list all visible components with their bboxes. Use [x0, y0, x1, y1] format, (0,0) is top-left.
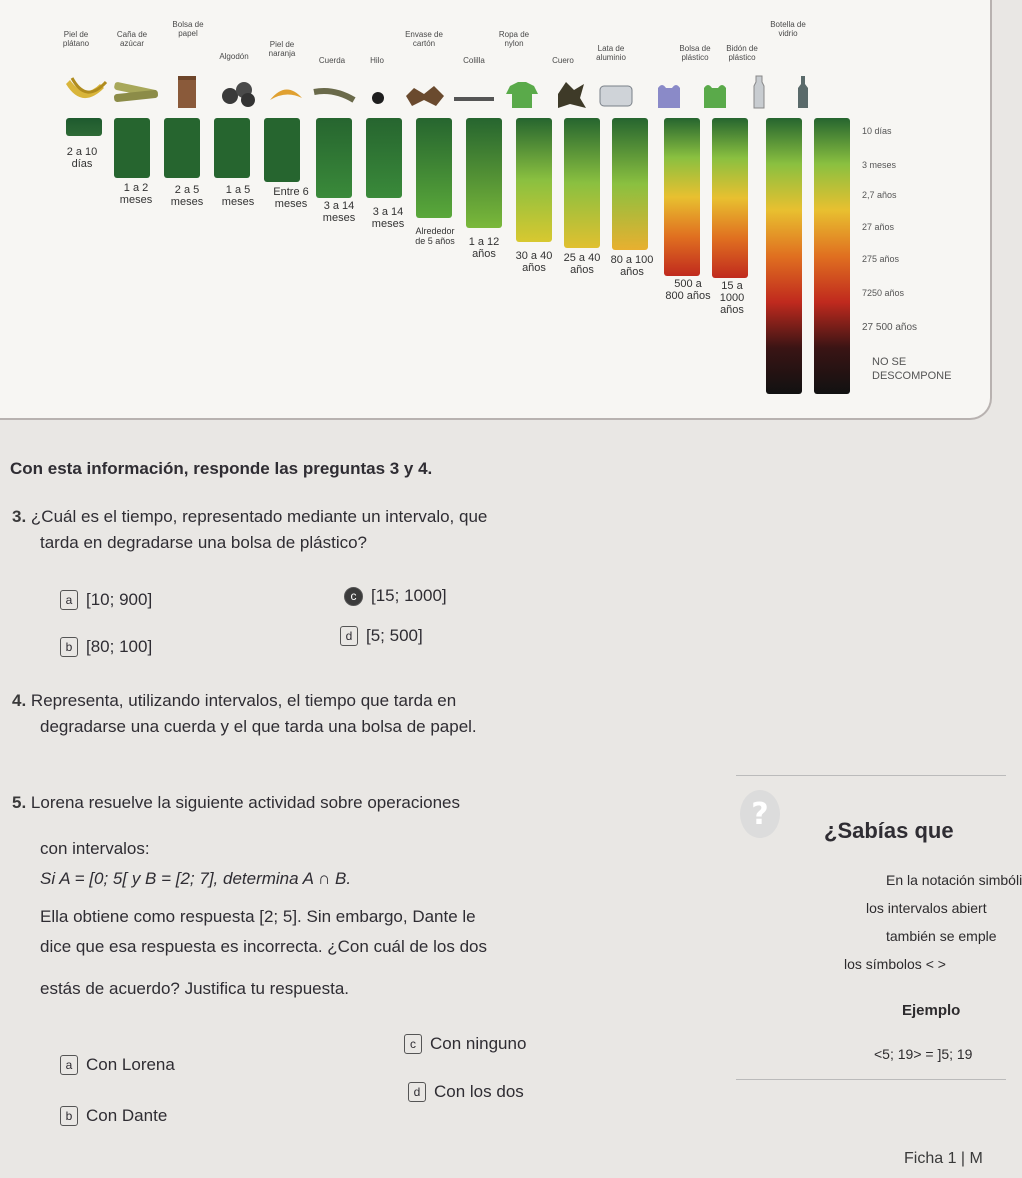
- scale-2-7-anos: 2,7 años: [862, 190, 897, 200]
- rope-icon: [312, 86, 356, 106]
- q5-option-a-box: a: [60, 1055, 78, 1075]
- label-piel-naranja: Piel de naranja: [268, 40, 296, 58]
- sabias-line1: En la notación simbóli: [886, 872, 1022, 888]
- scale-10-dias: 10 días: [862, 126, 892, 136]
- q5-option-b-text: Con Dante: [86, 1106, 168, 1125]
- scale-descompone: DESCOMPONE: [872, 370, 952, 382]
- scale-7250-anos: 7250 años: [862, 288, 905, 298]
- time-hilo: 3 a 14 meses: [371, 206, 405, 230]
- bar-cana-azucar: [114, 118, 150, 178]
- q5-line3: Si A = [0; 5[ y B = [2; 7], determina A ∩ B.: [40, 869, 352, 888]
- time-envase-carton: Alrededor de 5 años: [415, 226, 455, 246]
- time-bolsa-plastico: 500 a 800 años: [665, 278, 711, 302]
- label-bolsa-plastico: Bolsa de plástico: [679, 44, 711, 62]
- q3-number: 3.: [12, 507, 27, 526]
- q5-option-b-box: b: [60, 1106, 78, 1126]
- q3-option-a-box: a: [60, 590, 78, 610]
- time-colilla: 1 a 12 años: [468, 236, 500, 260]
- sabias-ejemplo: Ejemplo: [902, 1002, 961, 1019]
- bar-bolsa-plastico: [664, 118, 700, 276]
- scale-27-anos: 27 años: [862, 222, 895, 232]
- q5-option-d[interactable]: [408, 1082, 524, 1102]
- bar-colilla: [466, 118, 502, 228]
- label-cuerda: Cuerda: [318, 56, 346, 65]
- q4-line1: 4. Representa, utilizando intervalos, el tiempo que tarda en: [12, 691, 457, 710]
- sabias-que-box: [736, 775, 1022, 1080]
- sabias-formula: <5; 19> = ]5; 19: [874, 1046, 973, 1062]
- time-piel-platano: 2 a 10 días: [66, 146, 98, 170]
- label-piel-platano: Piel de plátano: [62, 30, 90, 48]
- time-bidon-plastico: 15 a 1000 años: [719, 280, 745, 316]
- sabias-line3: también se emple: [886, 928, 997, 944]
- label-botella-vidrio: Botella de vidrio: [770, 20, 806, 38]
- sabias-title: ¿Sabías que: [824, 818, 954, 843]
- q5-option-c[interactable]: [404, 1034, 526, 1054]
- time-cuerda: 3 a 14 meses: [322, 200, 356, 224]
- cigarette-butt-icon: [452, 94, 496, 104]
- q3-option-c[interactable]: [344, 586, 447, 606]
- q4-number: 4.: [12, 691, 27, 710]
- q3-option-d[interactable]: [340, 626, 423, 646]
- label-cuero: Cuero: [552, 56, 574, 65]
- q4-line2: degradarse una cuerda y el que tarda una bolsa de papel.: [40, 717, 477, 736]
- q3-option-a-text: [10; 900]: [86, 590, 153, 609]
- q5-option-c-box: c: [404, 1034, 422, 1054]
- bar-vidrio-a: [766, 118, 802, 394]
- bar-ropa-nylon: [516, 118, 552, 242]
- q5-option-c-text: Con ninguno: [430, 1034, 527, 1053]
- q3-option-d-text: [5; 500]: [366, 626, 423, 645]
- label-hilo: Hilo: [370, 56, 384, 65]
- label-lata-aluminio: Lata de aluminio: [596, 44, 626, 62]
- scale-27500-anos: 27 500 años: [862, 322, 918, 333]
- q3-option-b[interactable]: [60, 637, 152, 657]
- q5-line5: dice que esa respuesta es incorrecta. ¿Con cuál de los dos: [40, 937, 487, 956]
- q3-option-c-text: [15; 1000]: [371, 586, 447, 605]
- plastic-bottle-icon: [752, 74, 766, 110]
- banana-peel-icon: [62, 74, 108, 108]
- q5-line2: con intervalos:: [40, 839, 150, 858]
- q5-line6: estás de acuerdo? Justifica tu respuesta.: [40, 979, 350, 998]
- time-lata-aluminio: 80 a 100 años: [610, 254, 654, 278]
- label-bidon-plastico: Bidón de plástico: [726, 44, 758, 62]
- paper-bag-icon: [176, 74, 198, 110]
- degradation-infographic: [0, 0, 992, 420]
- bar-bidon-plastico: [712, 118, 748, 278]
- sabias-line4: los símbolos < >: [844, 956, 946, 972]
- bar-lata-aluminio: [612, 118, 648, 250]
- q5-option-a-text: Con Lorena: [86, 1055, 175, 1074]
- leather-icon: [554, 80, 588, 110]
- q5-option-b[interactable]: [60, 1106, 167, 1126]
- bar-hilo: [366, 118, 402, 198]
- q5-line1: 5. Lorena resuelve la siguiente actividad sobre operaciones: [12, 793, 460, 812]
- footer-ficha: Ficha 1 | M: [904, 1150, 983, 1167]
- time-cuero: 25 a 40 años: [563, 252, 601, 276]
- label-cana-azucar: Caña de azúcar: [116, 30, 148, 48]
- label-bolsa-papel: Bolsa de papel: [172, 20, 204, 38]
- bar-bolsa-papel: [164, 118, 200, 178]
- scale-3-meses: 3 meses: [862, 160, 897, 170]
- bar-piel-naranja: [264, 118, 300, 182]
- q3-option-c-box-selected: c: [344, 587, 363, 606]
- time-cana-azucar: 1 a 2 meses: [119, 182, 153, 206]
- intro-text: Con esta información, responde las preguntas 3 y 4.: [10, 459, 433, 478]
- time-algodon: 1 a 5 meses: [221, 184, 255, 208]
- bar-algodon: [214, 118, 250, 178]
- plastic-bag-green-icon: [700, 80, 730, 110]
- label-ropa-nylon: Ropa de nylon: [498, 30, 530, 48]
- glass-bottle-icon: [796, 74, 810, 110]
- time-ropa-nylon: 30 a 40 años: [515, 250, 553, 274]
- aluminum-can-icon: [598, 84, 634, 108]
- cotton-icon: [220, 80, 260, 108]
- q3-option-a[interactable]: [60, 590, 152, 610]
- sugarcane-icon: [112, 80, 160, 106]
- bar-cuero: [564, 118, 600, 248]
- nylon-shirt-icon: [504, 80, 540, 110]
- carton-icon: [404, 84, 446, 108]
- q3-option-b-text: [80; 100]: [86, 637, 153, 656]
- q5-option-d-text: Con los dos: [434, 1082, 524, 1101]
- question-bubble-icon: [738, 784, 784, 840]
- svg-text:?: ?: [751, 797, 769, 832]
- q5-line4: Ella obtiene como respuesta [2; 5]. Sin embargo, Dante le: [40, 907, 476, 926]
- sabias-line2: los intervalos abiert: [866, 900, 987, 916]
- bar-cuerda: [316, 118, 352, 198]
- time-bolsa-papel: 2 a 5 meses: [170, 184, 204, 208]
- scale-no-se: NO SE: [872, 356, 907, 368]
- scale-275-anos: 275 años: [862, 254, 900, 264]
- q3-option-b-box: b: [60, 637, 78, 657]
- thread-icon: [370, 90, 386, 106]
- q3-option-d-box: d: [340, 626, 358, 646]
- label-colilla: Colilla: [463, 56, 485, 65]
- q5-option-a[interactable]: [60, 1055, 175, 1075]
- bar-envase-carton: [416, 118, 452, 218]
- plastic-bag-icon: [654, 80, 684, 110]
- q5-option-d-box: d: [408, 1082, 426, 1102]
- orange-peel-icon: [266, 80, 306, 106]
- label-envase-carton: Envase de cartón: [405, 30, 443, 48]
- bar-vidrio-b: [814, 118, 850, 394]
- q3-line2: tarda en degradarse una bolsa de plástico?: [40, 533, 368, 552]
- q5-number: 5.: [12, 793, 27, 812]
- time-piel-naranja: Entre 6 meses: [273, 186, 309, 210]
- bar-piel-platano: [66, 118, 102, 136]
- q3-line1: 3. ¿Cuál es el tiempo, representado mediante un intervalo, que: [12, 507, 488, 526]
- label-algodon: Algodón: [219, 52, 249, 61]
